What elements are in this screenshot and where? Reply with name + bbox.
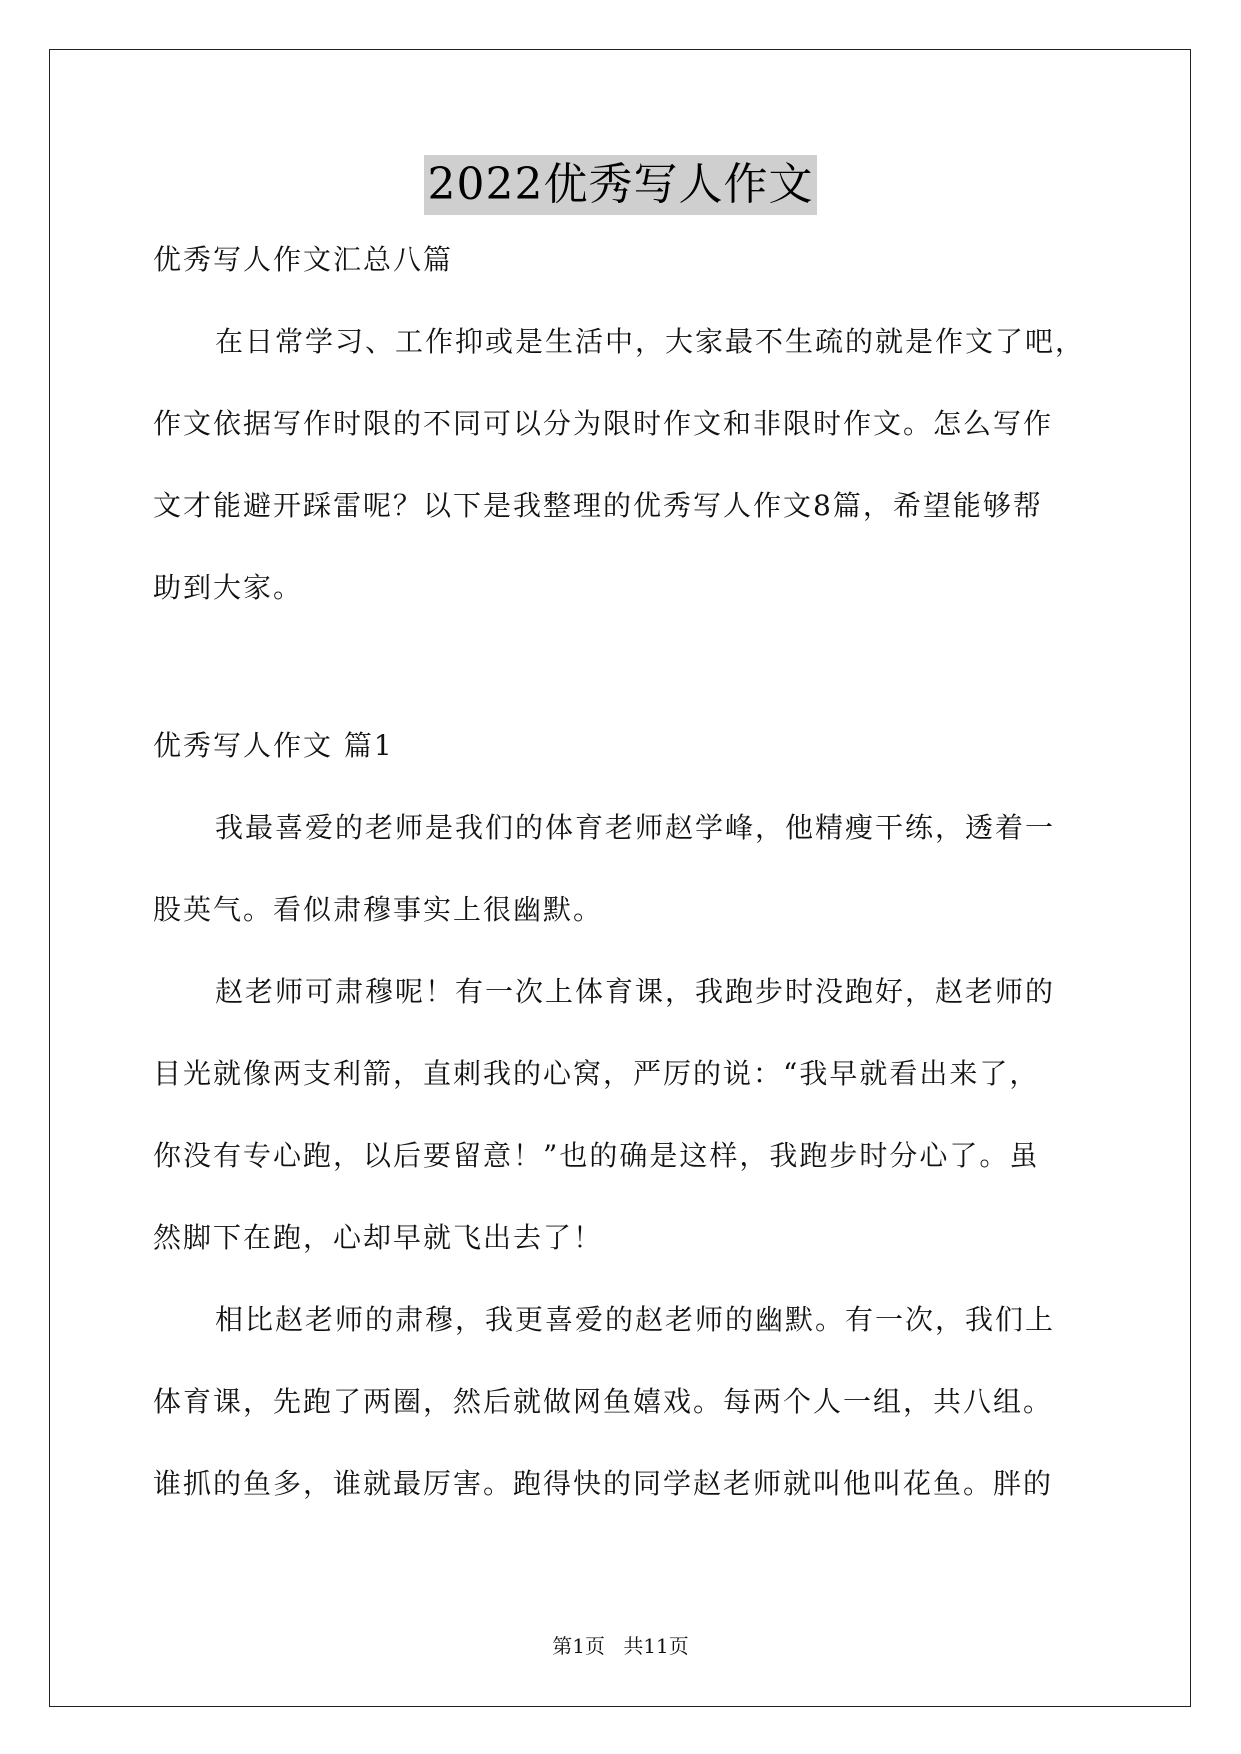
text-line: 然脚下在跑，心却早就飞出去了！ <box>153 1221 604 1254</box>
text-line: 助到大家。 <box>153 571 304 604</box>
text-line: 你没有专心跑，以后要留意！”也的确是这样，我跑步时分心了。虽 <box>153 1139 1040 1172</box>
paragraph-gap <box>153 650 1103 726</box>
text-line: 赵老师可肃穆呢！有一次上体育课，我跑步时没跑好，赵老师的 <box>215 975 1056 1008</box>
text-line: 优秀写人作文 篇1 <box>153 729 394 762</box>
title-container <box>0 155 1241 215</box>
text-line: 股英气。看似肃穆事实上很幽默。 <box>153 893 604 926</box>
text-line: 作文依据写作时限的不同可以分为限时作文和非限时作文。怎么写作 <box>153 407 1054 440</box>
page-number-total: 共11页 <box>623 1634 689 1658</box>
text-line: 优秀写人作文汇总八篇 <box>153 243 454 276</box>
text-line: 我最喜爱的老师是我们的体育老师赵学峰，他精瘦干练，透着一 <box>215 811 1056 844</box>
text-line: 体育课，先跑了两圈，然后就做网鱼嬉戏。每两个人一组，共八组。 <box>153 1385 1054 1418</box>
document-title: 2022优秀写人作文 <box>424 155 818 215</box>
text-line: 谁抓的鱼多，谁就最厉害。跑得快的同学赵老师就叫他叫花鱼。胖的 <box>153 1467 1054 1500</box>
text-line: 相比赵老师的肃穆，我更喜爱的赵老师的幽默。有一次，我们上 <box>215 1303 1056 1336</box>
text-line: 文才能避开踩雷呢？以下是我整理的优秀写人作文8篇，希望能够帮 <box>153 489 1043 522</box>
text-line: 在日常学习、工作抑或是生活中，大家最不生疏的就是作文了吧， <box>215 325 1086 358</box>
page-number-current: 第1页 <box>552 1634 605 1658</box>
document-body <box>153 240 1103 1546</box>
text-line: 目光就像两支利箭，直刺我的心窝，严厉的说：“我早就看出来了， <box>153 1057 1040 1090</box>
page-footer <box>0 1634 1241 1658</box>
